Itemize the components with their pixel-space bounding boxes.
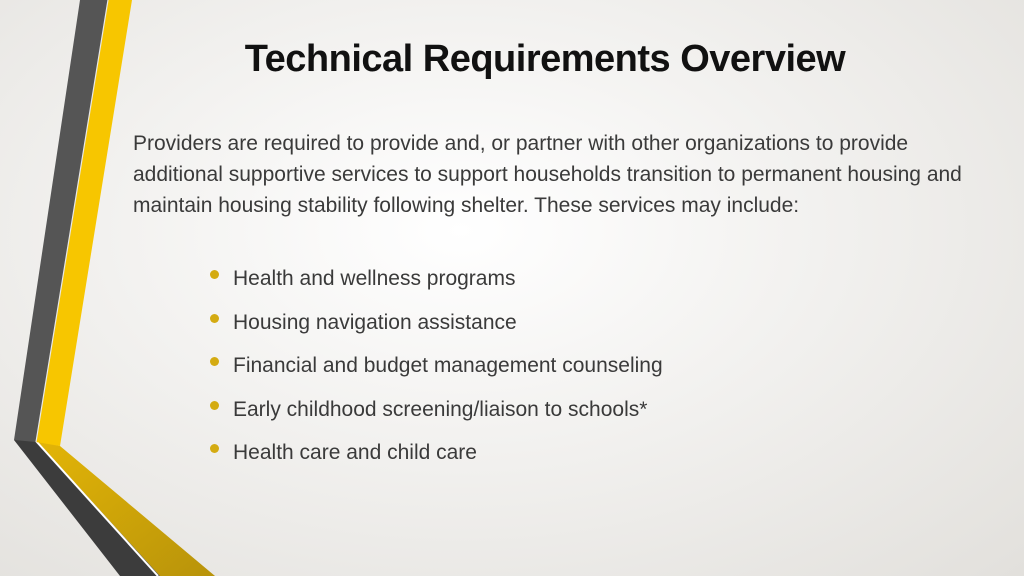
bullet-dot-icon (210, 401, 219, 410)
bullet-dot-icon (210, 357, 219, 366)
bullet-dot-icon (210, 444, 219, 453)
dark-wedge-lower (14, 440, 160, 576)
list-item (210, 349, 663, 393)
list-item-text: Financial and budget management counseling (233, 354, 663, 377)
list-item (210, 262, 663, 306)
list-item-text: Health care and child care (233, 441, 477, 464)
list-item (210, 393, 663, 437)
list-item-text: Housing navigation assistance (233, 310, 517, 334)
list-item (210, 436, 663, 480)
bullet-dot-icon (210, 270, 219, 279)
bullet-dot-icon (210, 314, 219, 323)
list-item-text: Early childhood screening/liaison to schools* (233, 397, 648, 421)
slide-title: Technical Requirements Overview (244, 38, 846, 80)
list-item (210, 306, 663, 350)
list-item-text: Health and wellness programs (233, 267, 516, 290)
intro-paragraph: Providers are required to provide and, or partner with other organizations to provide additional supportive services to support households transition to permanent housing and maintain housing stability following shelter. These services may include: (133, 132, 962, 217)
white-separator (36, 441, 158, 576)
services-list (210, 262, 663, 480)
